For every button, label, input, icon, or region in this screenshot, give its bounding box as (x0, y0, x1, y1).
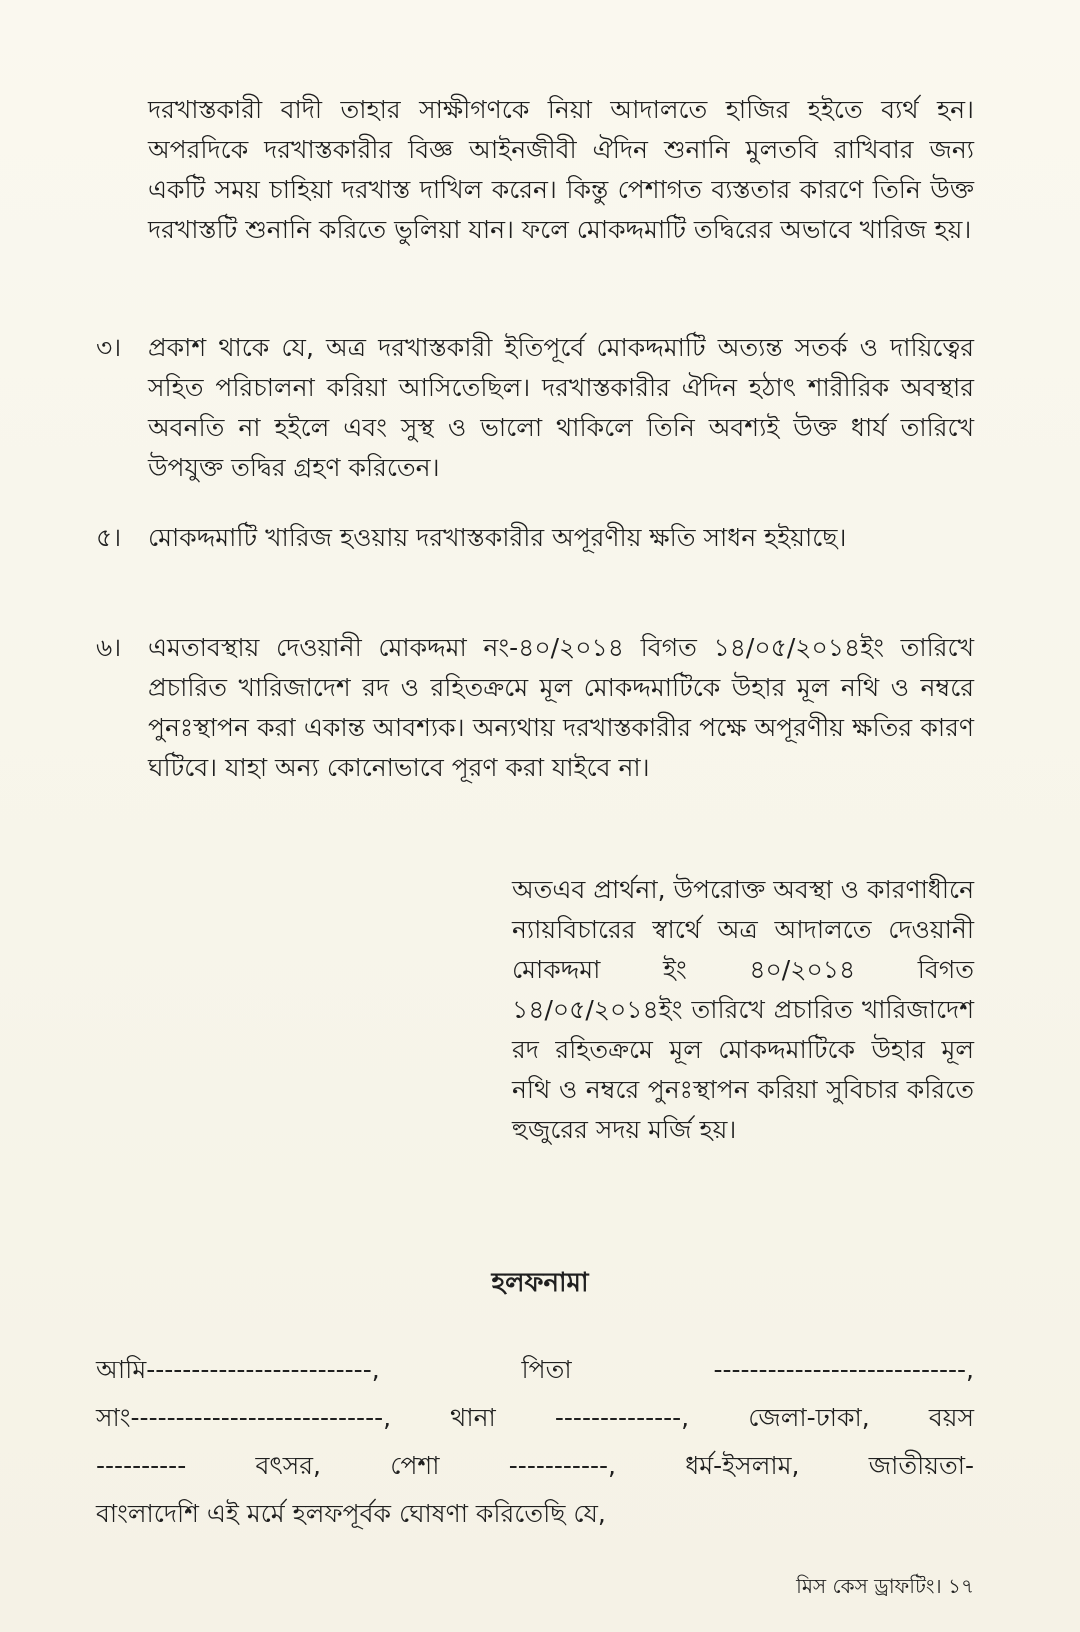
item-text: প্রকাশ থাকে যে, অত্র দরখাস্তকারী ইতিপূর্বে মোকদ্দমাটি অত্যন্ত সতর্ক ও দায়িত্বের সহিত পরিচালনা করিয়া আসিতেছিল। দরখাস্তকারীর ঐদিন হঠাৎ শারীরিক অবস্থার অবনতি না হইলে এবং সুস্থ ও ভালো থাকিলে তিনি অবশ্যই উক্ত ধার্য তারিখে উপযুক্ত তদ্বির গ্রহণ করিতেন। (148, 333, 974, 482)
intro-paragraph: দরখাস্তকারী বাদী তাহার সাক্ষীগণকে নিয়া আদালতে হাজির হইতে ব্যর্থ হন। অপরদিকে দরখাস্তকারীর বিজ্ঞ আইনজীবী ঐদিন শুনানি মুলতবি রাখিবার জন্য একটি সময় চাহিয়া দরখাস্ত দাখিল করেন। কিন্তু পেশাগত ব্যস্ততার কারণে তিনি উক্ত দরখাস্তটি শুনানি করিতে ভুলিয়া যান। ফলে মোকদ্দমাটি তদ্বিরের অভাবে খারিজ হয়। (148, 95, 974, 244)
item-number: ৬। (96, 633, 122, 662)
prayer-paragraph: অতএব প্রার্থনা, উপরোক্ত অবস্থা ও কারণাধীনে ন্যায়বিচারের স্বার্থে অত্র আদালতে দেওয়ানী মোকদ্দমা ইং ৪০/২০১৪ বিগত ১৪/০৫/২০১৪ইং তারিখে প্রচারিত খারিজাদেশ রদ রহিতক্রমে মূল মোকদ্দমাটিকে উহার মূল নথি ও নম্বরে পুনঃস্থাপন করিয়া সুবিচার করিতে হুজুরের সদয় মর্জি হয়। (512, 875, 974, 1144)
affidavit-line: সাং----------------------------, থানা --------------, জেলা-ঢাকা, বয়স (96, 1403, 974, 1432)
numbered-item-5 (96, 518, 974, 558)
item-number: ৩। (96, 333, 122, 362)
item-text: এমতাবস্থায় দেওয়ানী মোকদ্দমা নং-৪০/২০১৪ বিগত ১৪/০৫/২০১৪ইং তারিখে প্রচারিত খারিজাদেশ রদ ও রহিতক্রমে মূল মোকদ্দমাটিকে উহার মূল নথি ও নম্বরে পুনঃস্থাপন করা একান্ত আবশ্যক। অন্যথায় দরখাস্তকারীর পক্ষে অপূরণীয় ক্ষতির কারণ ঘটিবে। যাহা অন্য কোনোভাবে পূরণ করা যাইবে না। (148, 633, 974, 782)
numbered-item-3 (96, 328, 974, 488)
numbered-item-6 (96, 628, 974, 788)
item-number: ৫। (96, 523, 122, 552)
page-footer: মিস কেস ড্রাফটিং। ১৭ (796, 1574, 974, 1598)
affidavit-line: আমি-------------------------, পিতা ----------------------------, (96, 1355, 974, 1384)
affidavit-line: ---------- বৎসর, পেশা -----------, ধর্ম-ইসলাম, জাতীয়তা- (96, 1451, 974, 1480)
affidavit-heading: হলফনামা (491, 1268, 589, 1298)
item-text: মোকদ্দমাটি খারিজ হওয়ায় দরখাস্তকারীর অপূরণীয় ক্ষতি সাধন হইয়াছে। (148, 523, 847, 552)
affidavit-block (96, 1346, 974, 1538)
affidavit-line: বাংলাদেশি এই মর্মে হলফপূর্বক ঘোষণা করিতেছি যে, (96, 1499, 606, 1528)
